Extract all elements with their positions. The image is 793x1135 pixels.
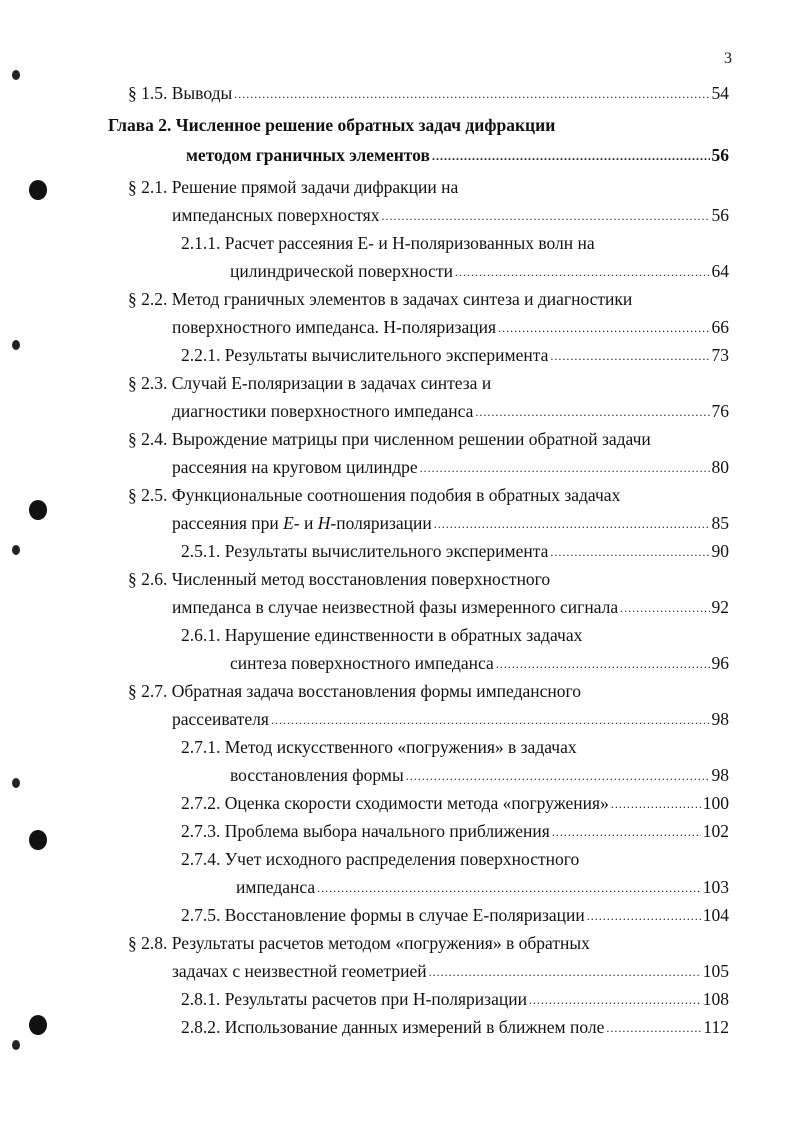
- toc-line: [0, 426, 793, 452]
- dot-leader: [429, 959, 701, 985]
- dot-leader: [455, 259, 710, 285]
- toc-label: 2.7.1. Метод искусственного «погружения» в задачах: [181, 737, 577, 757]
- toc-label-part: рассеяния при: [172, 513, 284, 533]
- toc-label: рассеяния на круговом цилиндре: [172, 457, 418, 477]
- toc-page: 56: [711, 145, 729, 165]
- toc-page: 64: [711, 261, 729, 281]
- toc-line: [0, 142, 793, 168]
- dot-leader: [550, 539, 709, 565]
- toc-page: 98: [711, 709, 729, 729]
- toc-label: восстановления формы: [230, 765, 404, 785]
- toc-label: § 2.1. Решение прямой задачи дифракции на: [128, 177, 459, 197]
- toc-page: 76: [711, 401, 729, 421]
- toc-line: [0, 818, 793, 844]
- toc-line: [0, 538, 793, 564]
- toc-label-part: - и: [293, 513, 318, 533]
- toc-line: [0, 986, 793, 1012]
- dot-leader: [529, 987, 701, 1013]
- toc-line: [0, 734, 793, 760]
- dot-leader: [432, 143, 710, 169]
- toc-label: § 2.4. Вырождение матрицы при численном решении обратной задачи: [128, 429, 651, 449]
- toc-line: [0, 902, 793, 928]
- toc-label: § 2.6. Численный метод восстановления поверхностного: [128, 569, 551, 589]
- toc-page: 98: [711, 765, 729, 785]
- toc-line: [0, 230, 793, 256]
- toc-label-part: -поляризации: [330, 513, 432, 533]
- toc-line: [0, 678, 793, 704]
- toc-label: § 2.3. Случай Е-поляризации в задачах синтеза и: [128, 373, 492, 393]
- toc-line: [0, 594, 793, 620]
- dot-leader: [606, 1015, 701, 1041]
- toc-label: 2.6.1. Нарушение единственности в обратных задачах: [181, 625, 583, 645]
- toc-page: 105: [702, 961, 729, 981]
- toc-label: 2.7.5. Восстановление формы в случае Е-поляризации: [181, 905, 585, 925]
- toc-page: 104: [702, 905, 729, 925]
- dot-leader: [434, 511, 710, 537]
- toc-line: [0, 454, 793, 480]
- toc-line: [0, 622, 793, 648]
- scan-speck: [12, 70, 20, 80]
- toc-line: [0, 510, 793, 536]
- toc-label: [172, 510, 432, 536]
- toc-page: 100: [702, 793, 729, 813]
- toc-line: [0, 566, 793, 592]
- page-number: 3: [724, 50, 732, 67]
- toc-line: [0, 846, 793, 872]
- dot-leader: [317, 875, 701, 901]
- toc-line: [0, 370, 793, 396]
- toc-page: 108: [702, 989, 729, 1009]
- toc-label: 2.8.1. Результаты расчетов при Н-поляризации: [181, 989, 527, 1009]
- toc-label: 2.8.2. Использование данных измерений в ближнем поле: [181, 1017, 605, 1037]
- toc-line: [0, 1014, 793, 1040]
- dot-leader: [475, 399, 709, 425]
- toc-line: [0, 762, 793, 788]
- toc-page: 90: [711, 541, 729, 561]
- toc-line: [0, 112, 793, 138]
- toc-line: [0, 202, 793, 228]
- dot-leader: [498, 315, 709, 341]
- toc-label: задачах с неизвестной геометрией: [172, 961, 427, 981]
- toc-label: 2.5.1. Результаты вычислительного эксперимента: [181, 541, 549, 561]
- dot-leader: [420, 455, 710, 481]
- toc-label: § 2.2. Метод граничных элементов в задачах синтеза и диагностики: [128, 289, 633, 309]
- scan-speck: [12, 1040, 20, 1050]
- toc-page: 80: [711, 457, 729, 477]
- toc-line: [0, 958, 793, 984]
- toc-label: синтеза поверхностного импеданса: [230, 653, 494, 673]
- toc-label: импедансных поверхностях: [172, 205, 380, 225]
- toc-line: [0, 930, 793, 956]
- toc-line: [0, 174, 793, 200]
- dot-leader: [611, 791, 701, 817]
- toc-label: поверхностного импеданса. Н-поляризация: [172, 317, 497, 337]
- toc-label: 2.7.2. Оценка скорости сходимости метода «погружения»: [181, 793, 609, 813]
- toc-page: 92: [711, 597, 729, 617]
- toc-label: 2.2.1. Результаты вычислительного эксперимента: [181, 345, 549, 365]
- toc-label: § 2.7. Обратная задача восстановления формы импедансного: [128, 681, 581, 701]
- toc-label: 2.7.4. Учет исходного распределения поверхностного: [181, 849, 580, 869]
- toc-label: § 2.5. Функциональные соотношения подобия в обратных задачах: [128, 485, 621, 505]
- toc-label: § 2.8. Результаты расчетов методом «погружения» в обратных: [128, 933, 590, 953]
- toc-label: импеданса: [236, 877, 316, 897]
- toc-label: § 1.5. Выводы: [128, 83, 233, 103]
- toc-page: 103: [702, 877, 729, 897]
- toc-line: [0, 790, 793, 816]
- toc-label: цилиндрической поверхности: [230, 261, 453, 281]
- toc-label: импеданса в случае неизвестной фазы измеренного сигнала: [172, 597, 619, 617]
- toc-label-part: E: [283, 513, 294, 533]
- toc-line: [0, 314, 793, 340]
- dot-leader: [406, 763, 710, 789]
- toc-label-part: H: [317, 513, 331, 533]
- toc-label: 2.7.3. Проблема выбора начального приближения: [181, 821, 550, 841]
- toc-page: 56: [711, 205, 729, 225]
- chapter-title: Глава 2. Численное решение обратных задач дифракции: [108, 115, 556, 135]
- toc-line: [0, 482, 793, 508]
- toc-page: 102: [702, 821, 729, 841]
- toc-line: [0, 650, 793, 676]
- toc-page: 73: [711, 345, 729, 365]
- dot-leader: [620, 595, 709, 621]
- toc-label: диагностики поверхностного импеданса: [172, 401, 474, 421]
- toc-line: [0, 874, 793, 900]
- toc-label: 2.1.1. Расчет рассеяния Е- и Н-поляризованных волн на: [181, 233, 595, 253]
- dot-leader: [552, 819, 701, 845]
- toc-line: [0, 706, 793, 732]
- toc-line: [0, 342, 793, 368]
- toc-label: рассеивателя: [172, 709, 269, 729]
- toc-page: 85: [711, 513, 729, 533]
- dot-leader: [496, 651, 710, 677]
- toc-page: 66: [711, 317, 729, 337]
- dot-leader: [381, 203, 709, 229]
- toc-page: 112: [703, 1017, 729, 1037]
- chapter-title-cont: методом граничных элементов: [186, 145, 430, 165]
- toc-line: [0, 258, 793, 284]
- dot-leader: [550, 343, 709, 369]
- dot-leader: [234, 81, 709, 107]
- toc-page: 54: [711, 83, 729, 103]
- toc-line: [0, 80, 793, 106]
- toc-line: [0, 398, 793, 424]
- dot-leader: [587, 903, 701, 929]
- dot-leader: [271, 707, 710, 733]
- toc-line: [0, 286, 793, 312]
- toc-page: 96: [711, 653, 729, 673]
